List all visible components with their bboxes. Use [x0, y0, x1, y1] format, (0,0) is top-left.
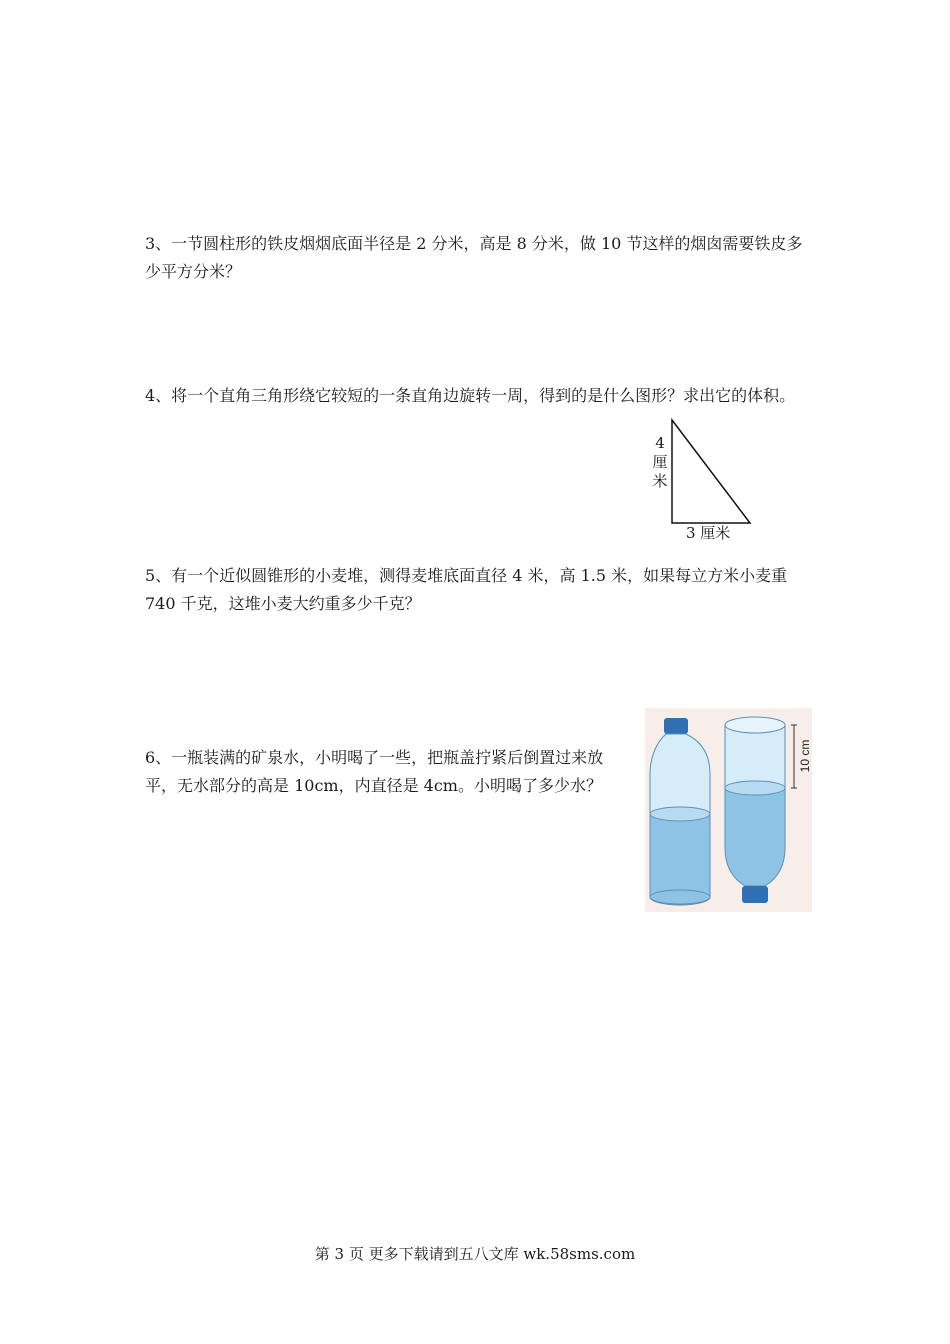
triangle-height-label — [651, 434, 669, 491]
height-label-line-2: 厘 — [652, 453, 668, 471]
water-bottles-illustration — [645, 708, 812, 912]
inverted-bottle — [725, 717, 785, 903]
question-5: 5、有一个近似圆锥形的小麦堆，测得麦堆底面直径 4 米，高 1.5 米，如果每立方米小麦重 740 千克，这堆小麦大约重多少千克？ — [145, 566, 788, 613]
question-4: 4、将一个直角三角形绕它较短的一条直角边旋转一周，得到的是什么图形？求出它的体积。 — [145, 386, 796, 405]
triangle-base-label: 3 厘米 — [686, 524, 731, 542]
height-label-line-3: 米 — [652, 472, 668, 490]
question-6: 6、一瓶装满的矿泉水，小明喝了一些，把瓶盖拧紧后倒置过来放平，无水部分的高是 10cm，内直径是 4cm。小明喝了多少水？ — [145, 748, 604, 795]
question-3: 3、一节圆柱形的铁皮烟烟底面半径是 2 分米，高是 8 分米，做 10 节这样的烟囱需要铁皮多少平方分米？ — [145, 234, 803, 281]
upright-bottle — [650, 718, 710, 905]
bottle-height-label: 10 cm — [798, 739, 812, 773]
page-footer: 第 3 页 更多下载请到五八文库 wk.58sms.com — [314, 1245, 636, 1263]
height-label-line-1: 4 — [655, 434, 665, 452]
